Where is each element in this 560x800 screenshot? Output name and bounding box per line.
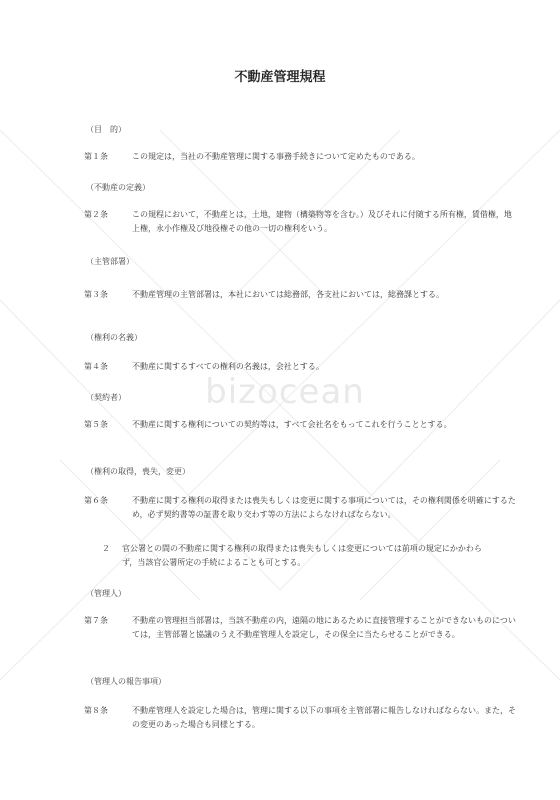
article — [84, 288, 518, 302]
article-number: 第３条 — [84, 290, 108, 299]
section-heading: （不動産の定義） — [86, 183, 150, 192]
section-heading: （権利の名義） — [86, 333, 142, 342]
section-heading: （管理人） — [86, 589, 126, 598]
article — [84, 494, 518, 522]
article-number: 第５条 — [84, 420, 108, 429]
section-heading: （目 的） — [86, 125, 126, 134]
section-heading: （管理人の報告事項） — [86, 677, 166, 686]
article — [84, 704, 518, 732]
section-heading: （権利の取得，喪失，変更） — [86, 467, 190, 476]
article-number: 第６条 — [84, 496, 108, 505]
paragraph-text: 官公署との間の不動産に関する権利の取得または喪失もしくは変更については前項の規定にかかわらず，当該官公署所定の手続によることも可とする。 — [122, 544, 482, 567]
section-heading: （契約者） — [86, 393, 126, 402]
paragraph-number: ２ — [102, 544, 110, 553]
article-text: この規程において，不動産とは，土地，建物（構築物等を含む。）及びそれに付随する所有権，賃借権，地上権，永小作権及び地役権その他の一切の権利をいう。 — [132, 210, 512, 233]
article-number: 第２条 — [84, 210, 108, 219]
article — [84, 418, 518, 432]
article-text: この規定は，当社の不動産管理に関する事務手続きについて定めたものである。 — [132, 152, 420, 161]
article — [84, 614, 518, 642]
article-number: 第１条 — [84, 152, 108, 161]
article — [84, 208, 518, 236]
article-paragraph — [102, 542, 488, 570]
article-text: 不動産の管理担当部署は，当該不動産の内，遠隔の地にあるために直接管理することができないものについては，主管部署と協議のうえ不動産管理人を設定し，その保全に当たらせることができる。 — [132, 616, 516, 639]
article-text: 不動産に関するすべての権利の名義は，会社とする。 — [132, 362, 324, 371]
article-text: 不動産に関する権利の取得または喪失もしくは変更に関する事項については，その権利関係を明確にするため，必ず契約書等の証書を取り交わす等の方法によらなければならない。 — [132, 496, 516, 519]
article — [84, 150, 518, 164]
article-number: 第４条 — [84, 362, 108, 371]
article-number: 第８条 — [84, 706, 108, 715]
section-heading: （主管部署） — [86, 257, 134, 266]
article-text: 不動産に関する権利についての契約等は，すべて会社名をもってこれを行うこととする。 — [132, 420, 452, 429]
article-text: 不動産管理人を設定した場合は，管理に関する以下の事項を主管部署に報告しなければならない。また，その変更のあった場合も同様とする。 — [132, 706, 516, 729]
watermark-logo: bizocean — [205, 372, 365, 412]
document-title: 不動産管理規程 — [234, 70, 326, 85]
article — [84, 360, 518, 374]
article-text: 不動産管理の主管部署は，本社においては総務部，各支社においては，総務課とする。 — [132, 290, 444, 299]
article-number: 第７条 — [84, 616, 108, 625]
